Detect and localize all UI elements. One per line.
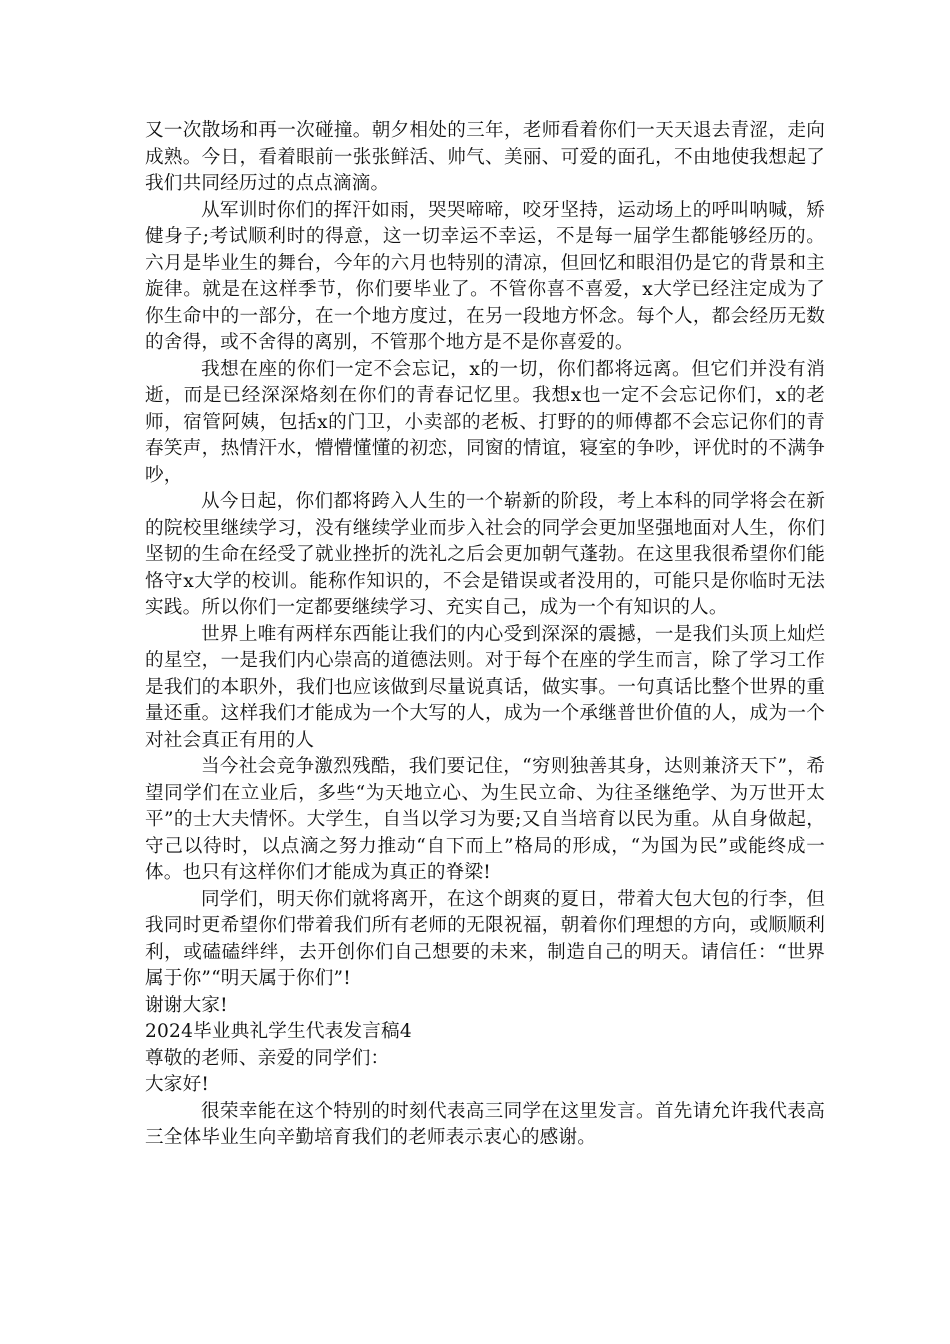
thanks-line: 谢谢大家! — [145, 994, 228, 1016]
paragraph-2: 从军训时你们的挥汗如雨，哭哭啼啼，咬牙坚持，运动场上的呼叫呐喊，矫健身子;考试顺利时的得意，这一切幸运不幸运，不是每一届学生都能够经历的。六月是毕业生的舞台，今年的六月也特别的清凉，但回忆和眼泪仍是它的背景和主旋律。就是在这样季节，你们要毕业了。不管你喜不喜爱，x大学已经注定成为了你生命中的一部分，在一个地方度过，在另一段地方怀念。每个人，都会经历无数的舍得，或不舍得的离别，不管那个地方是不是你喜爱的。 — [145, 199, 825, 353]
paragraph-7: 同学们，明天你们就将离开，在这个朗爽的夏日，带着大包大包的行李，但我同时更希望你们带着我们所有老师的无限祝福，朝着你们理想的方向，或顺顺利利，或磕磕绊绊，去开创你们自己想要的未来，制造自己的明天。请信任：“世界属于你”“明天属于你们”! — [145, 888, 825, 989]
section-title: 2024毕业典礼学生代表发言稿4 — [145, 1021, 412, 1042]
paragraph-1: 又一次散场和再一次碰撞。朝夕相处的三年，老师看着你们一天天退去青涩，走向成熟。今日，看着眼前一张张鲜活、帅气、美丽、可爱的面孔，不由地使我想起了我们共同经历过的点点滴滴。 — [145, 120, 825, 194]
paragraph-3: 我想在座的你们一定不会忘记，x的一切，你们都将远离。但它们并没有消逝，而是已经深深烙刻在你们的青春记忆里。我想x也一定不会忘记你们，x的老师，宿管阿姨，包括x的门卫，小卖部的老板、打野的的师傅都不会忘记你们的青春笑声，热情汗水，懵懵懂懂的初恋，同窗的情谊，寝室的争吵，评优时的不满争吵， — [145, 358, 825, 486]
greeting: 大家好! — [145, 1074, 210, 1095]
salutation: 尊敬的老师、亲爱的同学们： — [145, 1047, 390, 1069]
document-page — [145, 118, 825, 1152]
paragraph-final: 很荣幸能在这个特别的时刻代表高三同学在这里发言。首先请允许我代表高三全体毕业生向辛勤培育我们的老师表示衷心的感谢。 — [145, 1100, 825, 1148]
paragraph-6: 当今社会竞争激烈残酷，我们要记住，“穷则独善其身，达则兼济天下”，希望同学们在立业后，多些“为天地立心、为生民立命、为往圣继绝学、为万世开太平”的士大夫情怀。大学生，自当以学习为要;又自当培育以民为重。从自身做起，守己以待时，以点滴之努力推动“自下而上”格局的形成，“为国为民”或能终成一体。也只有这样你们才能成为真正的脊梁! — [145, 756, 825, 883]
paragraph-5: 世界上唯有两样东西能让我们的内心受到深深的震撼，一是我们头顶上灿烂的星空，一是我们内心崇高的道德法则。对于每个在座的学生而言，除了学习工作是我们的本职外，我们也应该做到尽量说真话，做实事。一句真话比整个世界的重量还重。这样我们才能成为一个大写的人，成为一个承继普世价值的人，成为一个对社会真正有用的人 — [145, 623, 825, 751]
paragraph-4: 从今日起，你们都将跨入人生的一个崭新的阶段，考上本科的同学将会在新的院校里继续学习，没有继续学业而步入社会的同学会更加坚强地面对人生，你们坚韧的生命在经受了就业挫折的洗礼之后会更加朝气蓬勃。在这里我很希望你们能恪守x大学的校训。能称作知识的，不会是错误或者没用的，可能只是你临时无法实践。所以你们一定都要继续学习、充实自己，成为一个有知识的人。 — [145, 491, 825, 618]
